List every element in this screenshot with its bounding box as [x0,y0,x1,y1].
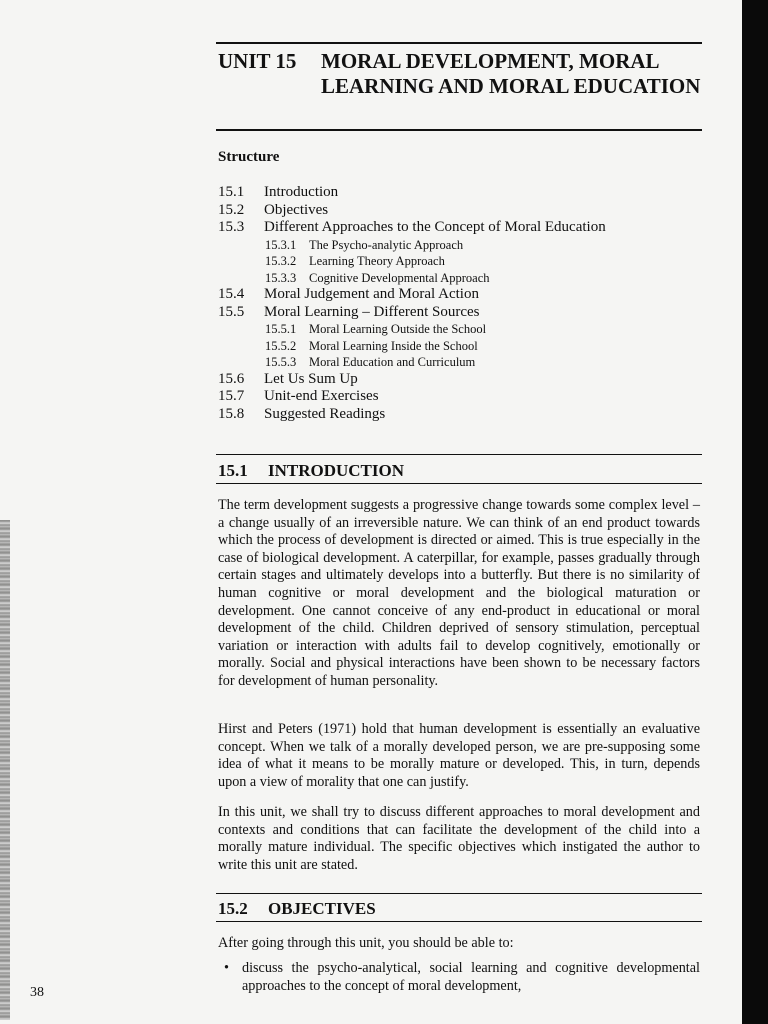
section-number: 15.2 [218,899,248,918]
structure-item-number: 15.7 [218,388,245,404]
structure-item-title: Moral Education and Curriculum [309,355,476,369]
structure-item [218,304,718,322]
section-top-rule [216,893,702,894]
structure-item-number: 15.2 [218,201,245,218]
intro-paragraph-3: In this unit, we shall try to discuss different approaches to moral development and contexts and conditions that can facilitate the development of the child into a morally mature individual. The specific objectives which instigated the author to write this unit are stated. [218,804,700,873]
structure-item-title: Introduction [264,184,339,200]
structure-item-number: 15.5.2 [265,338,297,353]
structure-item-title: Objectives [264,201,329,218]
section-number: 15.1 [218,461,248,480]
structure-item [218,253,718,270]
structure-item-title: Unit-end Exercises [264,388,379,404]
structure-item-title: Let Us Sum Up [264,370,358,387]
objective-text: discuss the psycho-analytical, social learning and cognitive developmental approaches to the concept of moral development, [242,960,700,994]
structure-item [218,286,718,304]
structure-item [218,338,718,355]
structure-item-number: 15.1 [218,184,245,200]
title-bottom-rule [216,129,702,131]
intro-paragraph-1: The term development suggests a progressive change towards some complex level – a change usually of an irreversible nature. We can think of an end product towards which the process of development is directed or aimed. This is true especially in the case of biological development. A caterpillar, for example, passes gradually through certain stages and ultimately develops into a butterfly. But there is no similarity of human cognitive or moral development and the biological maturation or development. One cannot conceive of any end-product in educational or moral development of the child. Children deprived of sensory stimulation, perceptual variation or interaction with adults fail to develop cognitively, emotionally or morally. Social and physical interactions have been shown to be necessary factors for development of human personality. [218,497,700,689]
structure-item [218,202,718,220]
structure-item-number: 15.5 [218,303,245,320]
scan-right-edge [742,0,768,1024]
structure-item-title: Moral Judgement and Moral Action [264,286,479,302]
structure-item-number: 15.5.1 [265,322,297,336]
structure-item-number: 15.3.3 [265,270,297,285]
structure-item [218,371,718,389]
structure-item-title: Different Approaches to the Concept of Moral Education [264,219,606,235]
structure-item-number: 15.3.1 [265,237,297,252]
structure-item [218,321,718,338]
section-heading-objectives [218,899,376,919]
structure-item-title: Learning Theory Approach [309,254,445,268]
structure-item [218,270,718,287]
structure-item-number: 15.3.2 [265,254,297,268]
intro-paragraph-2: Hirst and Peters (1971) hold that human development is essentially an evaluative concept. When we talk of a morally developed person, we are pre-supposing some idea of what it means to be morally mature or developed. This, in turn, depends upon a view of morality that one can justify. [218,721,700,790]
structure-list [218,184,718,423]
structure-item-number: 15.6 [218,370,245,387]
structure-item-number: 15.8 [218,405,245,422]
structure-item-title: Cognitive Developmental Approach [309,270,490,285]
section-title: INTRODUCTION [268,461,405,480]
title-top-rule [216,42,702,44]
structure-item-title: Suggested Readings [264,405,386,422]
binding-edge-shadow [0,520,10,1020]
structure-item [218,406,718,424]
structure-item [218,184,718,202]
bullet-dot-icon: • [224,960,229,976]
section-title: OBJECTIVES [268,899,376,918]
structure-item [218,219,718,237]
page-number: 38 [30,985,44,1000]
section-top-rule [216,454,702,455]
section-heading-introduction [218,461,405,481]
structure-item [218,388,718,406]
structure-item-number: 15.5.3 [265,355,297,369]
unit-number: UNIT 15 [218,49,297,73]
structure-heading: Structure [218,149,280,165]
structure-item-title: Moral Learning Inside the School [309,338,478,353]
objectives-intro: After going through this unit, you should be able to: [218,935,514,951]
structure-item-number: 15.4 [218,286,245,302]
unit-title-text: MORAL DEVELOPMENT, MORAL LEARNING AND MORAL EDUCATION [321,49,701,98]
structure-item-title: Moral Learning Outside the School [309,322,487,336]
structure-item [218,354,718,371]
structure-item-title: Moral Learning – Different Sources [264,303,480,320]
structure-item-number: 15.3 [218,219,245,235]
section-bottom-rule [216,483,702,484]
structure-item-title: The Psycho-analytic Approach [309,237,464,252]
structure-item [218,237,718,254]
section-bottom-rule [216,921,702,922]
